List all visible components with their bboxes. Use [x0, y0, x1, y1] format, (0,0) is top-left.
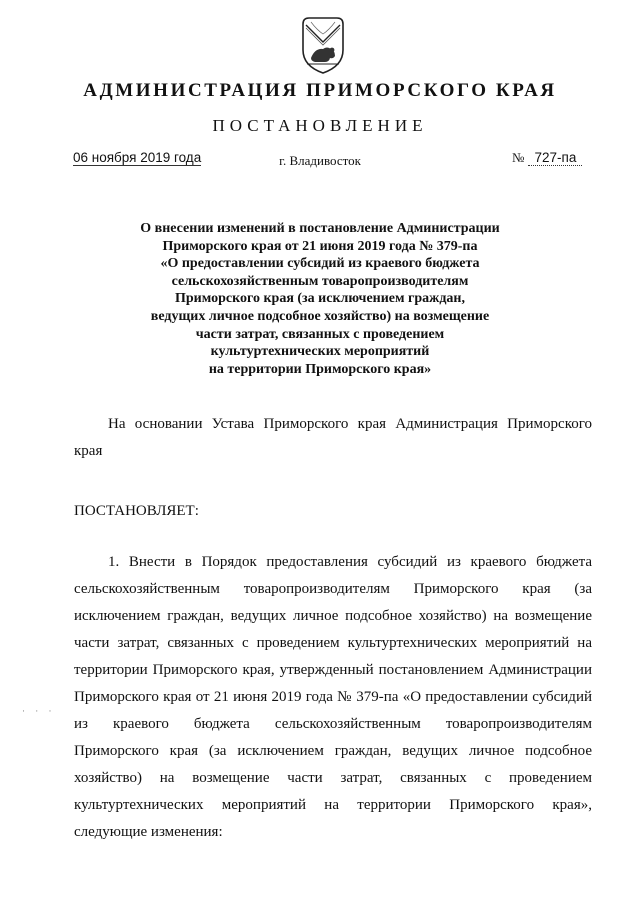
- margin-marks: · · ·: [22, 706, 56, 716]
- paragraph-line: части затрат, связанных с проведением культуртехнических мероприятий на: [74, 635, 592, 651]
- coat-of-arms-icon: [297, 14, 349, 76]
- item-1-paragraph: [74, 549, 592, 846]
- number-value: 727-па: [528, 150, 582, 166]
- document-number: [512, 150, 582, 166]
- paragraph-line: хозяйство) на возмещение части затрат, связанных с проведением: [74, 770, 592, 786]
- paragraph-line: края: [74, 443, 103, 459]
- decree-word: ПОСТАНОВЛЯЕТ:: [74, 503, 199, 519]
- title-line: ведущих личное подсобное хозяйство) на возмещение: [150, 308, 490, 324]
- paragraph-line: исключением граждан, ведущих личное подсобное хозяйство) на возмещение: [74, 608, 592, 624]
- paragraph-line: культуртехнических мероприятий на территории Приморского края»,: [74, 797, 592, 813]
- basis-paragraph: [74, 411, 592, 465]
- title-line: Приморского края от 21 июня 2019 года № 379-па: [162, 238, 478, 254]
- paragraph-line: Приморского края (за исключением граждан, ведущих личное подсобное: [74, 743, 592, 759]
- title-line: сельскохозяйственным товаропроизводителям: [171, 273, 469, 289]
- paragraph-line: следующие изменения:: [74, 824, 223, 840]
- title-line: части затрат, связанных с проведением: [195, 326, 445, 342]
- number-sign: №: [512, 150, 525, 165]
- title-line: О внесении изменений в постановление Администрации: [140, 221, 500, 236]
- paragraph-line: На основании Устава Приморского края Администрация Приморского: [108, 416, 592, 432]
- title-line: на территории Приморского края»: [208, 361, 432, 377]
- paragraph-line: Приморского края от 21 июня 2019 года № 379-па «О предоставлении субсидий: [74, 689, 592, 705]
- organization-heading: АДМИНИСТРАЦИЯ ПРИМОРСКОГО КРАЯ: [83, 80, 557, 101]
- paragraph-line: территории Приморского края, утвержденный постановлением Администрации: [74, 662, 592, 678]
- title-line: Приморского края (за исключением граждан,: [174, 291, 465, 307]
- document-date: 06 ноября 2019 года: [73, 150, 202, 165]
- paragraph-line: 1. Внести в Порядок предоставления субсидий из краевого бюджета: [108, 554, 592, 570]
- document-title: [120, 220, 520, 378]
- document-type: ПОСТАНОВЛЕНИЕ: [212, 116, 428, 135]
- title-line: культуртехнических мероприятий: [210, 344, 430, 360]
- paragraph-line: из краевого бюджета сельскохозяйственным товаропроизводителям: [74, 716, 592, 732]
- document-city: г. Владивосток: [279, 153, 361, 168]
- title-line: «О предоставлении субсидий из краевого бюджета: [160, 256, 480, 272]
- paragraph-line: сельскохозяйственным товаропроизводителям Приморского края (за: [74, 581, 592, 597]
